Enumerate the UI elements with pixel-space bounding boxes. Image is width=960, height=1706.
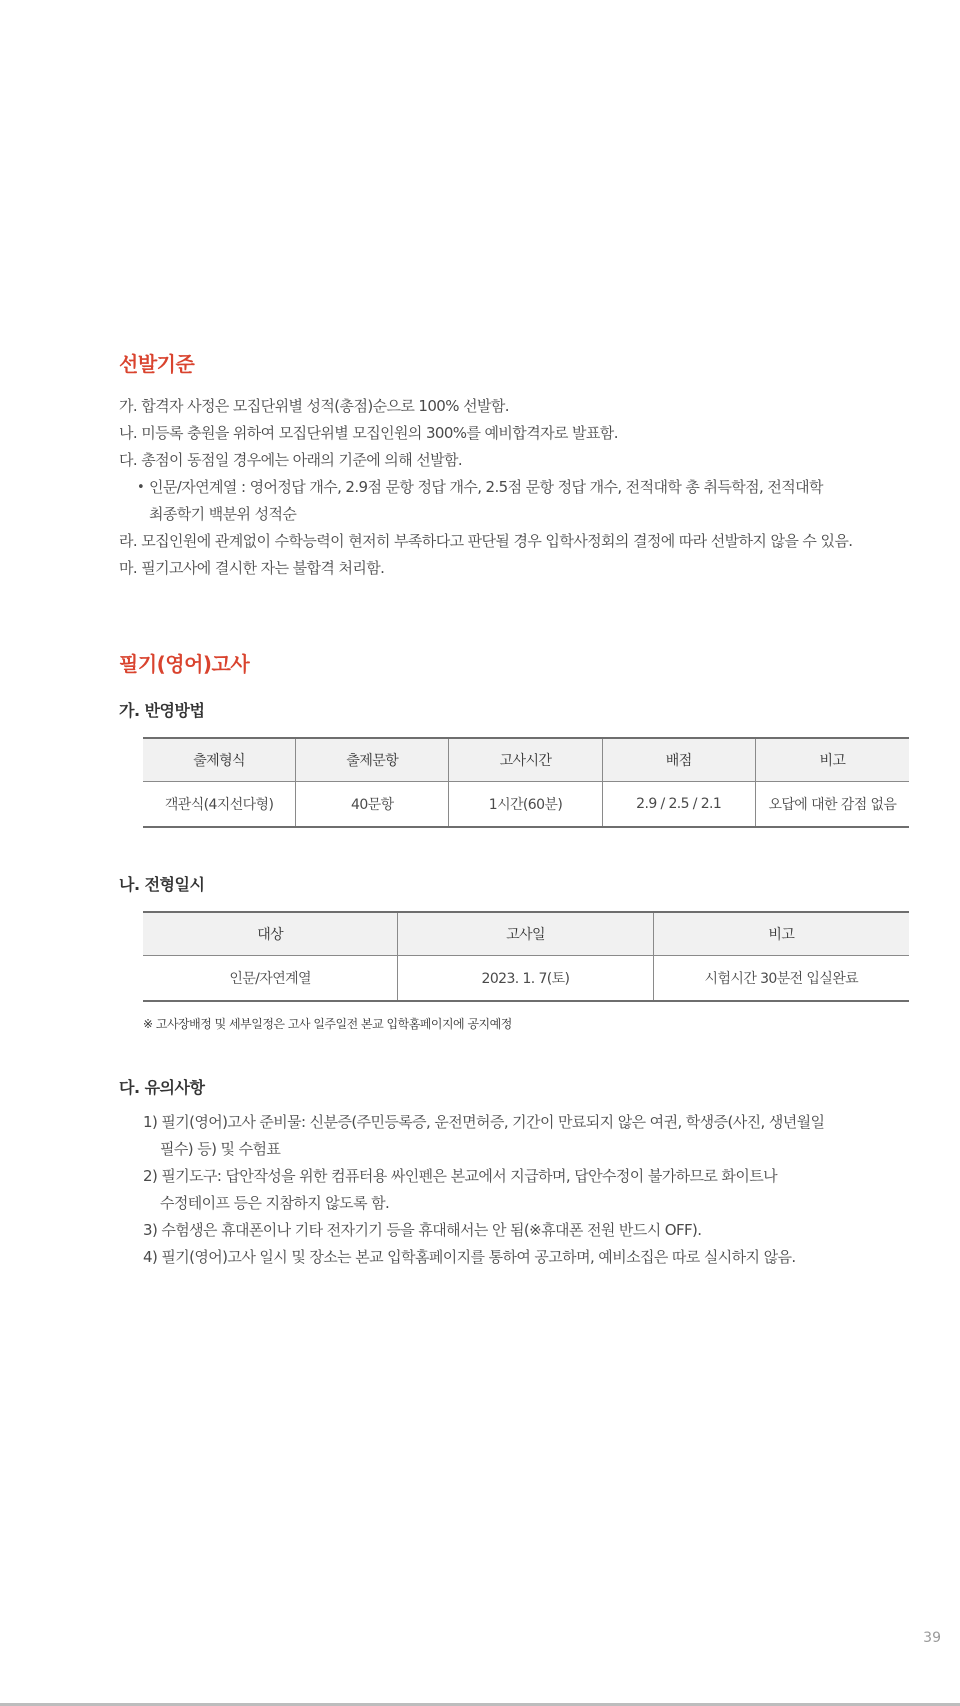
column-header: 배점	[602, 738, 755, 782]
caution-item-2: 2) 필기도구: 답안작성을 위한 컴퓨터용 싸인펜은 본교에서 지급하며, 답안수정이 불가하므로 화이트나	[143, 1167, 777, 1185]
table-cell: 시험시간 30분전 입실완료	[653, 956, 909, 1002]
table-cell: 인문/자연계열	[229, 971, 311, 987]
table-cell: 40문항	[296, 782, 449, 828]
schedule-note: ※ 고사장배정 및 세부일정은 고사 일주일전 본교 입학홈페이지에 공지예정	[143, 1017, 512, 1031]
table-cell: 객관식(4지선다형)	[164, 797, 274, 813]
criteria-item-ga: 가. 합격자 사정은 모집단위별 성적(총점)순으로 100% 선발함.	[119, 397, 509, 415]
caution-item-4: 4) 필기(영어)고사 일시 및 장소는 본교 입학홈페이지를 통하여 공고하며, 예비소집은 따로 실시하지 않음.	[143, 1248, 796, 1266]
caution-item-1-continuation: 필수) 등) 및 수험표	[160, 1140, 281, 1158]
tiebreak-bullet-text: 인문/자연계열 : 영어정답 개수, 2.9점 문항 정답 개수, 2.5점 문항 정답 개수, 전적대학 총 취득학점, 전적대학	[149, 478, 823, 496]
schedule-table-header-row	[143, 912, 909, 956]
column-header: 비고	[755, 738, 909, 782]
written-exam-title: 필기(영어)고사	[119, 652, 250, 676]
selection-criteria-title: 선발기준	[119, 352, 195, 376]
column-header: 출제형식	[143, 738, 296, 782]
table-row	[143, 782, 909, 828]
method-table	[143, 737, 909, 828]
caution-item-3: 3) 수험생은 휴대폰이나 기타 전자기기 등을 휴대해서는 안 됨(※휴대폰 전원 반드시 OFF).	[143, 1221, 702, 1239]
cautions-subtitle: 다. 유의사항	[119, 1078, 205, 1097]
selection-criteria-list	[119, 393, 919, 582]
column-header: 출제문항	[296, 738, 449, 782]
table-cell: 2.9 / 2.5 / 2.1	[602, 782, 755, 828]
column-header: 비고	[653, 912, 909, 956]
cautions-list	[143, 1109, 933, 1271]
schedule-table	[143, 911, 909, 1002]
schedule-subtitle: 나. 전형일시	[119, 875, 205, 894]
column-header: 고사시간	[449, 738, 602, 782]
method-subtitle: 가. 반영방법	[119, 701, 205, 720]
table-cell: 오답에 대한 감점 없음	[755, 782, 909, 828]
tiebreak-bullet	[119, 474, 919, 501]
method-table-header-row	[143, 738, 909, 782]
column-header: 고사일	[398, 912, 653, 956]
column-header: 대상	[143, 912, 398, 956]
bullet-dot-icon: •	[137, 480, 145, 495]
criteria-item-ra: 라. 모집인원에 관계없이 수학능력이 현저히 부족하다고 판단될 경우 입학사정회의 결정에 따라 선발하지 않을 수 있음.	[119, 532, 853, 550]
table-cell: 2023. 1. 7(토)	[398, 956, 653, 1002]
caution-item-1: 1) 필기(영어)고사 준비물: 신분증(주민등록증, 운전면허증, 기간이 만료되지 않은 여권, 학생증(사진, 생년월일	[143, 1113, 825, 1131]
criteria-item-da: 다. 총점이 동점일 경우에는 아래의 기준에 의해 선발함.	[119, 451, 463, 469]
criteria-item-ma: 마. 필기고사에 결시한 자는 불합격 처리함.	[119, 559, 385, 577]
page-number: 39	[923, 1630, 941, 1646]
caution-item-2-continuation: 수정테이프 등은 지참하지 않도록 함.	[160, 1194, 390, 1212]
table-cell: 1시간(60분)	[449, 782, 602, 828]
tiebreak-bullet-continuation: 최종학기 백분위 성적순	[149, 505, 297, 523]
table-row	[143, 956, 909, 1002]
criteria-item-na: 나. 미등록 충원을 위하여 모집단위별 모집인원의 300%를 예비합격자로 발표함.	[119, 424, 618, 442]
